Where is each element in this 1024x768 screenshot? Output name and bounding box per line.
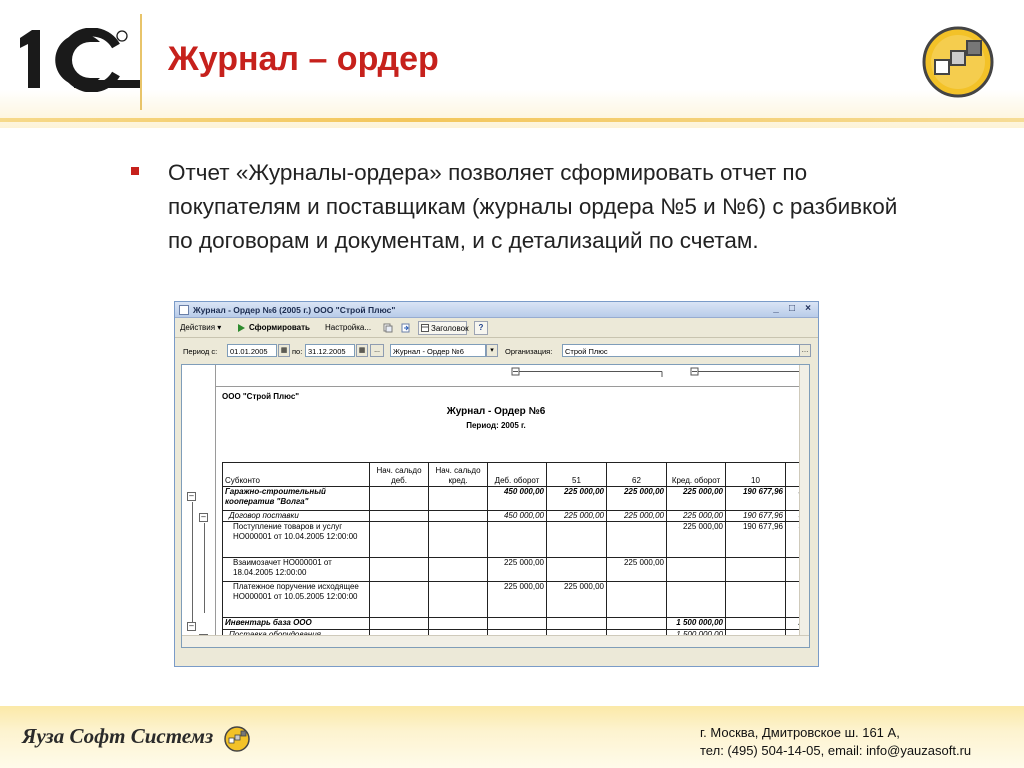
dropdown-arrow-icon[interactable]: ▾ bbox=[486, 344, 498, 357]
period-select-button[interactable]: ... bbox=[370, 344, 384, 357]
table-cell bbox=[370, 522, 429, 558]
collapse-icon[interactable]: – bbox=[187, 492, 196, 501]
play-icon bbox=[236, 323, 246, 333]
actions-menu[interactable]: Действия ▾ bbox=[180, 323, 222, 332]
table-header-row bbox=[223, 463, 806, 487]
table-cell bbox=[488, 522, 547, 558]
table-row[interactable] bbox=[223, 487, 806, 511]
table-cell: 225 000,00 bbox=[607, 511, 667, 522]
journal-select[interactable]: Журнал - Ордер №6 bbox=[390, 344, 486, 357]
header-icon bbox=[421, 324, 429, 332]
table-cell bbox=[547, 522, 607, 558]
table-cell: Инвентарь база ООО bbox=[223, 618, 370, 630]
calendar-from-icon[interactable]: ▦ bbox=[278, 344, 290, 357]
logo-divider bbox=[140, 14, 142, 110]
table-cell bbox=[429, 558, 488, 582]
table-row[interactable] bbox=[223, 522, 806, 558]
maximize-button[interactable]: □ bbox=[788, 303, 796, 314]
table-cell bbox=[607, 582, 667, 618]
table-cell: Поступление товаров и услуг НО000001 от 10.04.2005 12:00:00 bbox=[223, 522, 370, 558]
close-button[interactable]: × bbox=[805, 303, 811, 314]
toolbar bbox=[175, 319, 818, 338]
table-cell bbox=[667, 558, 726, 582]
footer-logo-icon bbox=[224, 726, 250, 752]
header-rule bbox=[0, 118, 1024, 122]
page-title: Журнал – ордер bbox=[168, 40, 439, 78]
table-row[interactable] bbox=[223, 558, 806, 582]
table-cell: 225 000,00 bbox=[488, 582, 547, 618]
slide-header bbox=[0, 0, 1024, 128]
table-cell: 225 000,00 bbox=[547, 582, 607, 618]
1c-logo bbox=[18, 28, 142, 92]
column-grouping-bar bbox=[216, 365, 810, 387]
window-title: Журнал - Ордер №6 (2005 г.) ООО "Строй Плюс" bbox=[193, 305, 396, 315]
window-titlebar[interactable] bbox=[175, 302, 818, 318]
column-header[interactable]: 51 bbox=[547, 463, 607, 487]
settings-button[interactable]: Настройка... bbox=[325, 323, 372, 332]
generate-button[interactable]: Сформировать bbox=[249, 323, 310, 332]
table-row[interactable] bbox=[223, 582, 806, 618]
grouping-gutter bbox=[182, 365, 216, 648]
report-table bbox=[222, 462, 806, 648]
table-cell bbox=[726, 558, 786, 582]
period-from-label: Период с: bbox=[183, 347, 218, 356]
table-cell: 225 000,00 bbox=[547, 511, 607, 522]
table-cell: 450 000,00 bbox=[488, 487, 547, 511]
period-from-input[interactable]: 01.01.2005 bbox=[227, 344, 277, 357]
column-header[interactable]: Нач. сальдо кред. bbox=[429, 463, 488, 487]
report-period: Период: 2005 г. bbox=[466, 421, 526, 430]
bullet-text: Отчет «Журналы-ордера» позволяет сформировать отчет по покупателям и поставщикам (журналы ордера №5 и №6) с разбивкой по договорам и документам, и с детализаций по счетам. bbox=[168, 160, 898, 253]
help-button[interactable]: ? bbox=[474, 321, 488, 335]
table-cell bbox=[429, 487, 488, 511]
table-cell bbox=[370, 487, 429, 511]
filter-bar bbox=[175, 342, 818, 360]
vertical-scrollbar[interactable] bbox=[799, 365, 809, 635]
footer-address bbox=[700, 724, 971, 760]
table-cell: 450 000,00 bbox=[488, 511, 547, 522]
table-cell bbox=[726, 618, 786, 630]
table-cell: 1 500 000,00 bbox=[667, 618, 726, 630]
table-cell bbox=[547, 558, 607, 582]
table-cell bbox=[607, 618, 667, 630]
report-sheet[interactable] bbox=[181, 364, 810, 648]
table-cell bbox=[547, 618, 607, 630]
yauza-logo-icon bbox=[922, 26, 994, 98]
column-group-lines bbox=[216, 365, 810, 387]
column-header[interactable]: Нач. сальдо деб. bbox=[370, 463, 429, 487]
report-org: ООО "Строй Плюс" bbox=[222, 392, 300, 401]
table-cell: 225 000,00 bbox=[488, 558, 547, 582]
report-title: Журнал - Ордер №6 bbox=[446, 406, 546, 417]
column-header[interactable]: Субконто bbox=[223, 463, 370, 487]
table-cell bbox=[607, 522, 667, 558]
table-cell bbox=[370, 582, 429, 618]
column-header[interactable]: Кред. оборот bbox=[667, 463, 726, 487]
calendar-to-icon[interactable]: ▦ bbox=[356, 344, 368, 357]
table-cell bbox=[429, 582, 488, 618]
column-header[interactable]: Деб. оборот bbox=[488, 463, 547, 487]
collapse-icon[interactable]: – bbox=[187, 622, 196, 631]
address-line-1: г. Москва, Дмитровское ш. 161 А, bbox=[700, 725, 900, 740]
org-label: Организация: bbox=[505, 347, 553, 356]
table-row[interactable] bbox=[223, 511, 806, 522]
table-cell bbox=[429, 522, 488, 558]
table-cell bbox=[370, 558, 429, 582]
collapse-icon[interactable]: – bbox=[199, 513, 208, 522]
copy-icon[interactable] bbox=[383, 323, 393, 333]
bullet-marker bbox=[131, 167, 139, 175]
address-line-2: тел: (495) 504-14-05, email: info@yauzasoft.ru bbox=[700, 743, 972, 758]
table-cell: Гаражно-строительный кооператив "Волга" bbox=[223, 487, 370, 511]
minimize-button[interactable]: _ bbox=[773, 303, 779, 314]
horizontal-scrollbar[interactable] bbox=[182, 635, 810, 647]
window-icon bbox=[179, 305, 189, 315]
column-header[interactable]: 62 bbox=[607, 463, 667, 487]
table-cell bbox=[726, 582, 786, 618]
period-to-label: по: bbox=[292, 347, 303, 356]
table-cell: 225 000,00 bbox=[667, 487, 726, 511]
table-cell bbox=[370, 511, 429, 522]
table-cell: 190 677,96 bbox=[726, 511, 786, 522]
table-cell: 225 000,00 bbox=[667, 522, 726, 558]
table-cell: 225 000,00 bbox=[547, 487, 607, 511]
footer-brand: Яуза Софт Системз bbox=[22, 724, 214, 748]
table-row[interactable] bbox=[223, 618, 806, 630]
table-cell: Взаимозачет НО000001 от 18.04.2005 12:00:00 bbox=[223, 558, 370, 582]
period-to-input[interactable]: 31.12.2005 bbox=[305, 344, 355, 357]
refresh-icon[interactable] bbox=[401, 323, 411, 333]
table-cell: Договор поставки bbox=[223, 511, 370, 522]
table-cell: 225 000,00 bbox=[667, 511, 726, 522]
table-cell: 225 000,00 bbox=[607, 558, 667, 582]
table-cell bbox=[667, 582, 726, 618]
table-cell: 190 677,96 bbox=[726, 487, 786, 511]
header-toggle-button[interactable] bbox=[418, 321, 467, 335]
org-input[interactable]: Строй Плюс bbox=[562, 344, 800, 357]
table-cell: Платежное поручение исходящее НО000001 от 10.05.2005 12:00:00 bbox=[223, 582, 370, 618]
table-cell bbox=[370, 618, 429, 630]
table-cell bbox=[488, 618, 547, 630]
table-cell: 190 677,96 bbox=[726, 522, 786, 558]
column-header[interactable]: 10 bbox=[726, 463, 786, 487]
report-window bbox=[174, 301, 819, 667]
table-cell: 225 000,00 bbox=[607, 487, 667, 511]
org-select-button[interactable]: … bbox=[799, 344, 811, 357]
table-cell bbox=[429, 618, 488, 630]
table-cell bbox=[429, 511, 488, 522]
header-toggle-label: Заголовок bbox=[431, 324, 469, 333]
